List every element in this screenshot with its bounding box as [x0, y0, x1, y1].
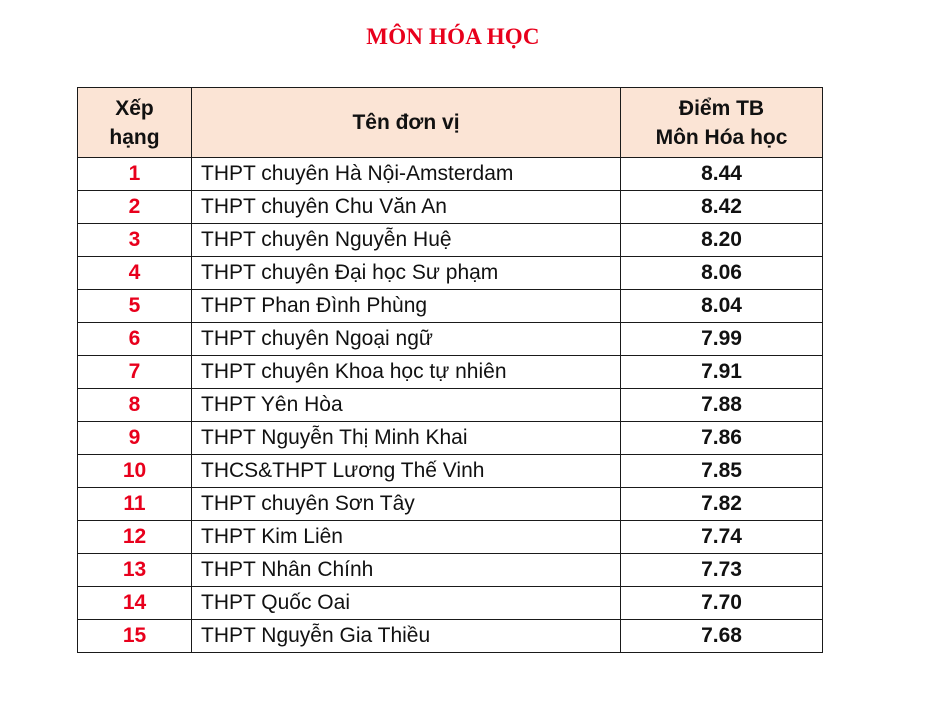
score-cell: 8.06 [621, 257, 823, 290]
school-name-cell: THPT Nguyễn Gia Thiều [192, 620, 621, 653]
table-row [78, 323, 823, 356]
rank-cell: 7 [78, 356, 192, 389]
table-row [78, 620, 823, 653]
school-name-cell: THPT chuyên Đại học Sư phạm [192, 257, 621, 290]
score-cell: 7.68 [621, 620, 823, 653]
school-name-cell: THPT Phan Đình Phùng [192, 290, 621, 323]
rank-cell: 9 [78, 422, 192, 455]
score-header-line1: Điểm TB [678, 96, 765, 120]
score-cell: 7.74 [621, 521, 823, 554]
rank-cell: 12 [78, 521, 192, 554]
rank-header-line1: Xếp [115, 96, 154, 120]
school-name-cell: THCS&THPT Lương Thế Vinh [192, 455, 621, 488]
rank-cell: 3 [78, 224, 192, 257]
table-row [78, 191, 823, 224]
score-cell: 7.85 [621, 455, 823, 488]
table-row [78, 224, 823, 257]
score-header-line2: Môn Hóa học [655, 125, 788, 149]
school-name-cell: THPT Kim Liên [192, 521, 621, 554]
school-name-cell: THPT chuyên Ngoại ngữ [192, 323, 621, 356]
rank-cell: 1 [78, 158, 192, 191]
table-row [78, 554, 823, 587]
school-name-cell: THPT chuyên Hà Nội-Amsterdam [192, 158, 621, 191]
school-name-cell: THPT chuyên Sơn Tây [192, 488, 621, 521]
score-column-header [621, 88, 823, 158]
name-header-label: Tên đơn vị [352, 111, 460, 134]
rank-cell: 8 [78, 389, 192, 422]
name-column-header [192, 88, 621, 158]
rank-cell: 14 [78, 587, 192, 620]
school-name-cell: THPT Nhân Chính [192, 554, 621, 587]
rank-cell: 6 [78, 323, 192, 356]
table-row [78, 356, 823, 389]
score-cell: 7.88 [621, 389, 823, 422]
rank-cell: 5 [78, 290, 192, 323]
school-name-cell: THPT Nguyễn Thị Minh Khai [192, 422, 621, 455]
score-cell: 8.44 [621, 158, 823, 191]
table-row [78, 587, 823, 620]
school-name-cell: THPT Yên Hòa [192, 389, 621, 422]
score-cell: 7.86 [621, 422, 823, 455]
page-title: MÔN HÓA HỌC [366, 24, 540, 49]
score-cell: 8.42 [621, 191, 823, 224]
school-name-cell: THPT chuyên Khoa học tự nhiên [192, 356, 621, 389]
score-cell: 7.82 [621, 488, 823, 521]
rank-header-line2: hạng [109, 125, 160, 149]
rank-cell: 4 [78, 257, 192, 290]
rank-cell: 10 [78, 455, 192, 488]
score-cell: 7.70 [621, 587, 823, 620]
school-name-cell: THPT chuyên Chu Văn An [192, 191, 621, 224]
school-name-cell: THPT Quốc Oai [192, 587, 621, 620]
rank-column-header [78, 88, 192, 158]
table-row [78, 257, 823, 290]
table-header-row [78, 88, 823, 158]
score-cell: 7.73 [621, 554, 823, 587]
table-row [78, 158, 823, 191]
table-row [78, 290, 823, 323]
table-row [78, 488, 823, 521]
rank-cell: 15 [78, 620, 192, 653]
ranking-table [77, 87, 823, 653]
rank-cell: 2 [78, 191, 192, 224]
rank-cell: 13 [78, 554, 192, 587]
score-cell: 8.20 [621, 224, 823, 257]
score-cell: 7.91 [621, 356, 823, 389]
school-name-cell: THPT chuyên Nguyễn Huệ [192, 224, 621, 257]
table-row [78, 422, 823, 455]
table-row [78, 389, 823, 422]
rank-cell: 11 [78, 488, 192, 521]
score-cell: 7.99 [621, 323, 823, 356]
table-row [78, 521, 823, 554]
table-row [78, 455, 823, 488]
score-cell: 8.04 [621, 290, 823, 323]
